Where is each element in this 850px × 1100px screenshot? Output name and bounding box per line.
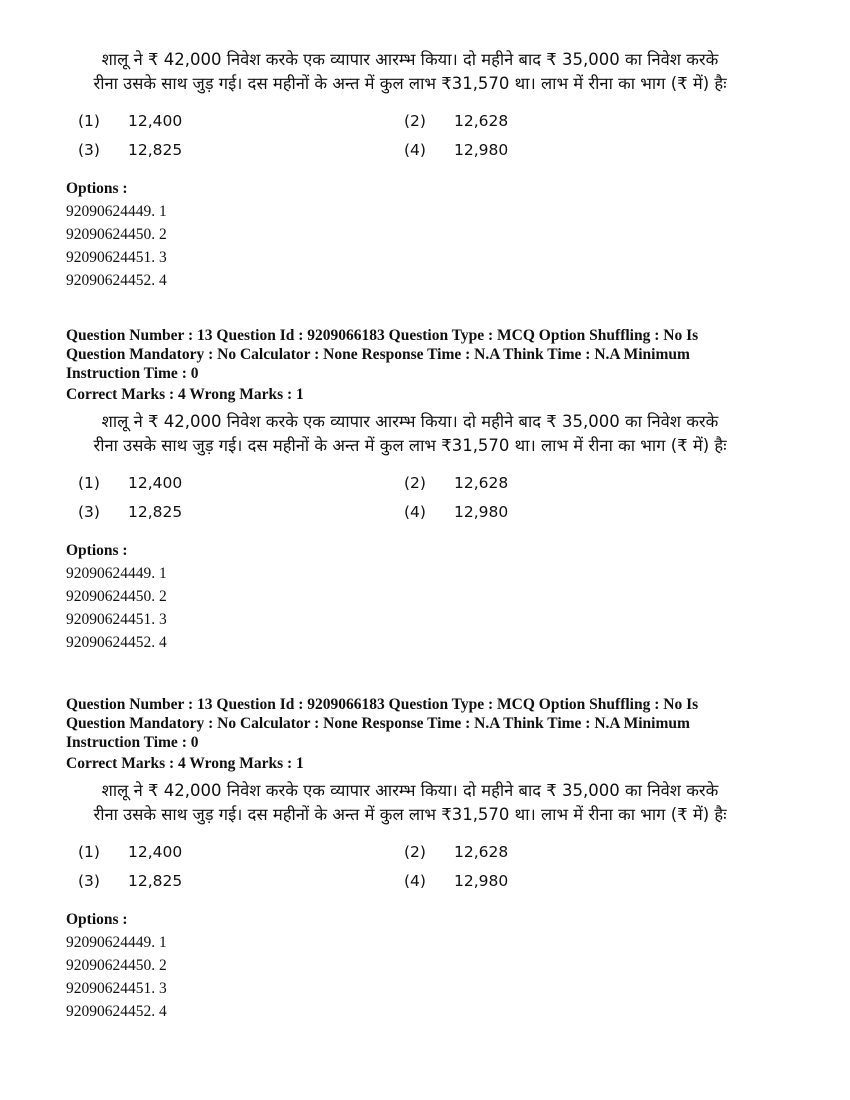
choices-table xyxy=(66,835,786,895)
options-label: Options : xyxy=(66,180,128,197)
option-id: 92090624450. 2 xyxy=(66,588,167,605)
choice-3: (3) 12,825 xyxy=(78,503,183,521)
choice-1: (1) 12,400 xyxy=(78,112,183,130)
option-id: 92090624452. 4 xyxy=(66,272,167,289)
meta-line-1: Question Number : 13 Question Id : 9209066183 Question Type : MCQ Option Shuffling : No Is xyxy=(66,327,699,344)
option-id: 92090624449. 1 xyxy=(66,934,167,951)
choice-2: (2) 12,628 xyxy=(404,843,509,861)
option-id: 92090624452. 4 xyxy=(66,1003,167,1020)
meta-line-2: Question Mandatory : No Calculator : None Response Time : N.A Think Time : N.A Minimum xyxy=(66,715,690,732)
choice-3: (3) 12,825 xyxy=(78,872,183,890)
choices-table xyxy=(66,104,786,164)
choice-1: (1) 12,400 xyxy=(78,474,183,492)
option-id: 92090624449. 1 xyxy=(66,565,167,582)
question-line-2: रीना उसके साथ जुड़ गई। दस महीनों के अन्त में कुल लाभ ₹31,570 था। लाभ में रीना का भाग (₹ में) हैः xyxy=(93,436,727,455)
option-id: 92090624451. 3 xyxy=(66,980,167,997)
question-meta xyxy=(66,695,786,752)
question-text xyxy=(80,779,740,827)
question-block-1 xyxy=(66,326,786,654)
meta-line-3: Instruction Time : 0 xyxy=(66,734,199,751)
question-line-1: शालू ने ₹ 42,000 निवेश करके एक व्यापार आरम्भ किया। दो महीने बाद ₹ 35,000 का निवेश करके xyxy=(101,412,719,431)
option-id: 92090624451. 3 xyxy=(66,611,167,628)
option-id: 92090624449. 1 xyxy=(66,203,167,220)
choice-4: (4) 12,980 xyxy=(404,872,509,890)
options-label: Options : xyxy=(66,542,128,559)
options-label: Options : xyxy=(66,911,128,928)
meta-line-3: Instruction Time : 0 xyxy=(66,365,199,382)
option-id: 92090624450. 2 xyxy=(66,226,167,243)
question-text xyxy=(80,410,740,458)
question-block-top xyxy=(66,48,786,292)
marks-line: Correct Marks : 4 Wrong Marks : 1 xyxy=(66,755,304,772)
option-id: 92090624450. 2 xyxy=(66,957,167,974)
question-meta xyxy=(66,326,786,383)
choice-1: (1) 12,400 xyxy=(78,843,183,861)
choice-3: (3) 12,825 xyxy=(78,141,183,159)
option-id: 92090624452. 4 xyxy=(66,634,167,651)
choices-table xyxy=(66,466,786,526)
choice-2: (2) 12,628 xyxy=(404,474,509,492)
meta-line-1: Question Number : 13 Question Id : 9209066183 Question Type : MCQ Option Shuffling : No Is xyxy=(66,696,699,713)
choice-2: (2) 12,628 xyxy=(404,112,509,130)
choice-4: (4) 12,980 xyxy=(404,141,509,159)
question-text xyxy=(80,48,740,96)
question-line-1: शालू ने ₹ 42,000 निवेश करके एक व्यापार आरम्भ किया। दो महीने बाद ₹ 35,000 का निवेश करके xyxy=(101,781,719,800)
marks-line: Correct Marks : 4 Wrong Marks : 1 xyxy=(66,386,304,403)
question-block-2 xyxy=(66,695,786,1023)
question-line-2: रीना उसके साथ जुड़ गई। दस महीनों के अन्त में कुल लाभ ₹31,570 था। लाभ में रीना का भाग (₹ में) हैः xyxy=(93,805,727,824)
option-id: 92090624451. 3 xyxy=(66,249,167,266)
choice-4: (4) 12,980 xyxy=(404,503,509,521)
question-line-1: शालू ने ₹ 42,000 निवेश करके एक व्यापार आरम्भ किया। दो महीने बाद ₹ 35,000 का निवेश करके xyxy=(101,50,719,69)
question-line-2: रीना उसके साथ जुड़ गई। दस महीनों के अन्त में कुल लाभ ₹31,570 था। लाभ में रीना का भाग (₹ में) हैः xyxy=(93,74,727,93)
meta-line-2: Question Mandatory : No Calculator : None Response Time : N.A Think Time : N.A Minimum xyxy=(66,346,690,363)
